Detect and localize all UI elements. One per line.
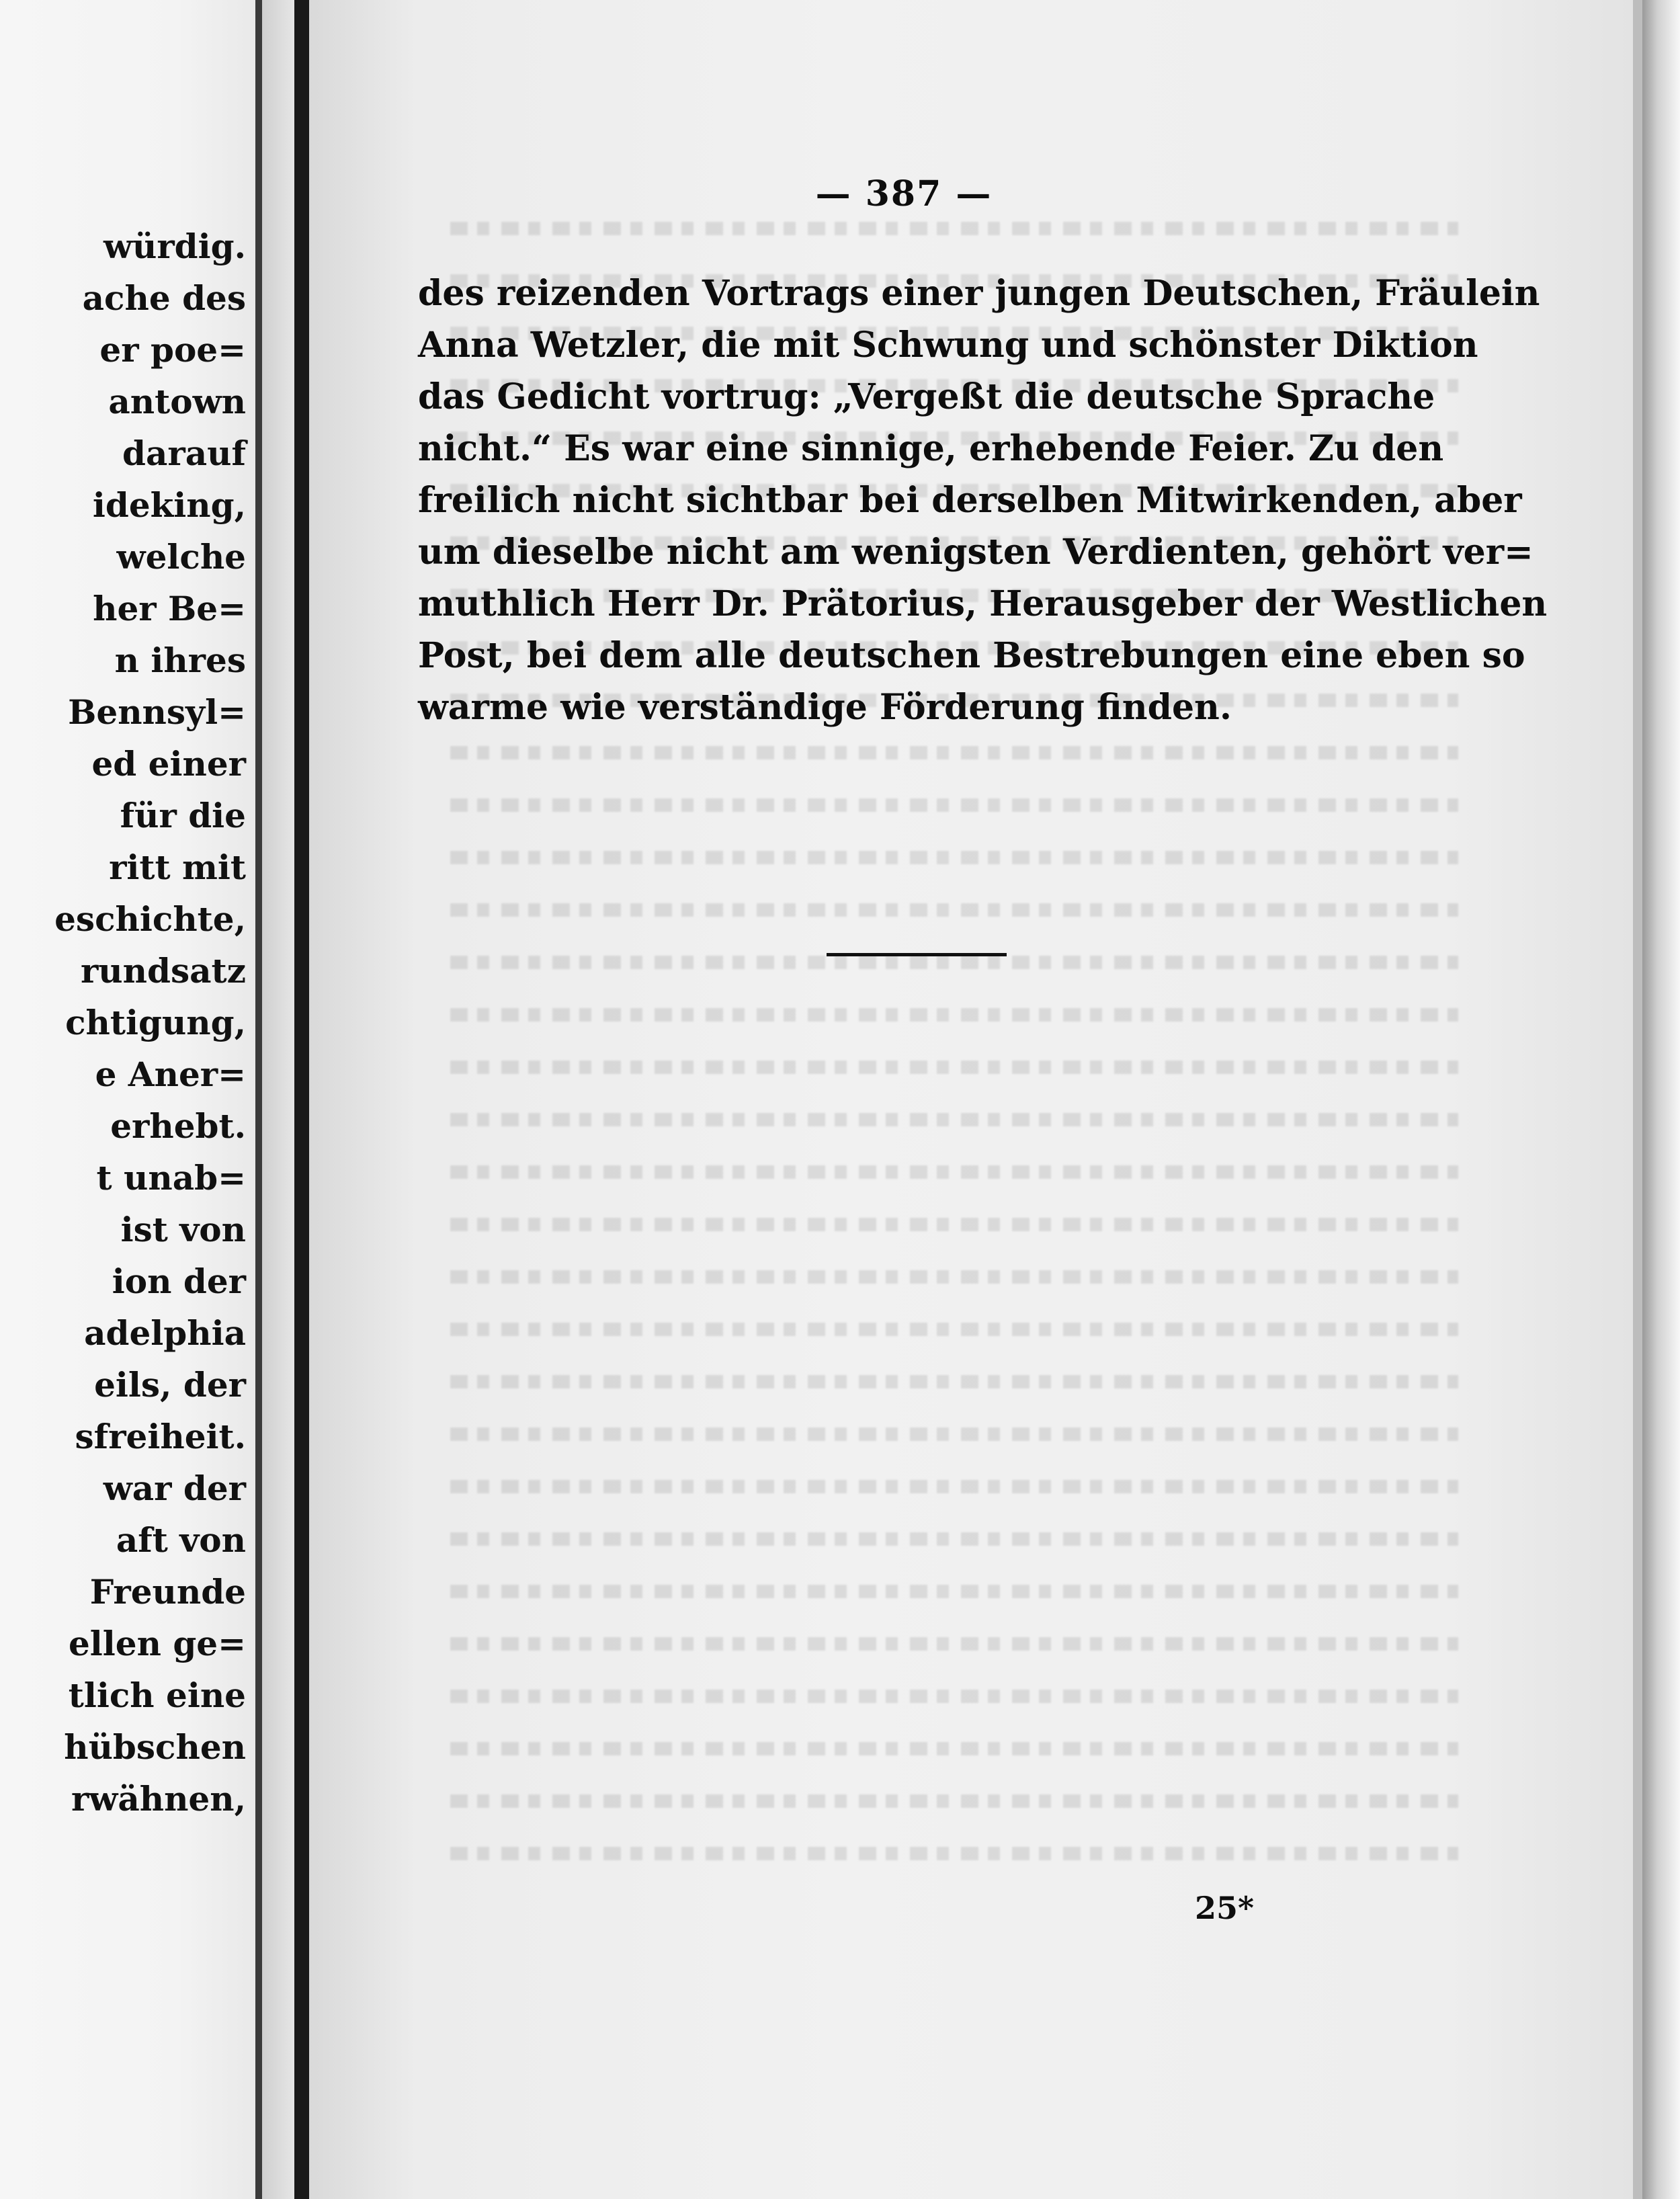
previous-page-line: welche	[116, 537, 246, 577]
gutter-edge	[255, 0, 262, 2199]
previous-page-line: ideking,	[92, 485, 246, 525]
previous-page-line: ritt mit	[109, 847, 246, 887]
previous-page-line: würdig.	[103, 226, 246, 266]
previous-page-line: adelphia	[84, 1313, 246, 1353]
sheet-signature: 25*	[1195, 1890, 1255, 1926]
previous-page-line: tlich eine	[68, 1675, 246, 1715]
gutter-binding	[294, 0, 309, 2199]
previous-page-line: rwähnen,	[71, 1779, 246, 1819]
body-line: nicht.“ Es war eine sinnige, erhebende Feier. Zu den	[418, 428, 1444, 469]
body-line: das Gedicht vortrug: „Vergeßt die deutsche Sprache	[418, 376, 1435, 417]
previous-page-fragment	[0, 0, 255, 2199]
body-paragraph	[418, 267, 1548, 733]
previous-page-line: eschichte,	[54, 899, 246, 939]
previous-page-line: Freunde	[89, 1572, 246, 1612]
previous-page-line: eils, der	[94, 1365, 246, 1405]
page-edge-shadow	[1642, 0, 1680, 2199]
gutter-shadow	[262, 0, 294, 2199]
page-number: — 387 —	[815, 173, 993, 214]
body-line: des reizenden Vortrags einer jungen Deutschen, Fräulein	[418, 273, 1540, 314]
previous-page-line: ist von	[120, 1210, 246, 1249]
previous-page-line: Bennsyl=	[68, 692, 246, 732]
section-end-rule	[827, 953, 1007, 956]
previous-page-line: antown	[108, 382, 246, 421]
previous-page-line: n ihres	[114, 640, 246, 680]
previous-page-line: ion der	[112, 1261, 246, 1301]
previous-page-line: für die	[120, 796, 246, 835]
previous-page-line: hübschen	[64, 1727, 246, 1767]
previous-page-line: her Be=	[93, 589, 246, 628]
previous-page-line: war der	[103, 1468, 246, 1508]
previous-page-line: rundsatz	[80, 951, 246, 991]
body-line: um dieselbe nicht am wenigsten Verdienten, gehört ver=	[418, 532, 1534, 573]
body-line: warme wie verständige Förderung finden.	[418, 687, 1232, 728]
body-line: Post, bei dem alle deutschen Bestrebungen eine eben so	[418, 635, 1525, 676]
body-line: freilich nicht sichtbar bei derselben Mitwirkenden, aber	[418, 480, 1522, 521]
page-edge	[1633, 0, 1642, 2199]
previous-page-line: e Aner=	[95, 1054, 246, 1094]
previous-page-line: aft von	[116, 1520, 246, 1560]
body-line: Anna Wetzler, die mit Schwung und schönster Diktion	[418, 325, 1478, 366]
previous-page-line: darauf	[122, 433, 246, 473]
previous-page-line: ed einer	[91, 744, 246, 784]
previous-page-line: erhebt.	[110, 1106, 246, 1146]
previous-page-line: ellen ge=	[68, 1624, 246, 1663]
previous-page-line: t unab=	[96, 1158, 246, 1198]
previous-page-line: er poe=	[99, 330, 246, 370]
body-line: muthlich Herr Dr. Prätorius, Herausgeber der Westlichen	[418, 583, 1548, 624]
previous-page-line: sfreiheit.	[75, 1417, 246, 1456]
previous-page-line: ache des	[82, 278, 246, 318]
previous-page-line: chtigung,	[65, 1003, 246, 1042]
